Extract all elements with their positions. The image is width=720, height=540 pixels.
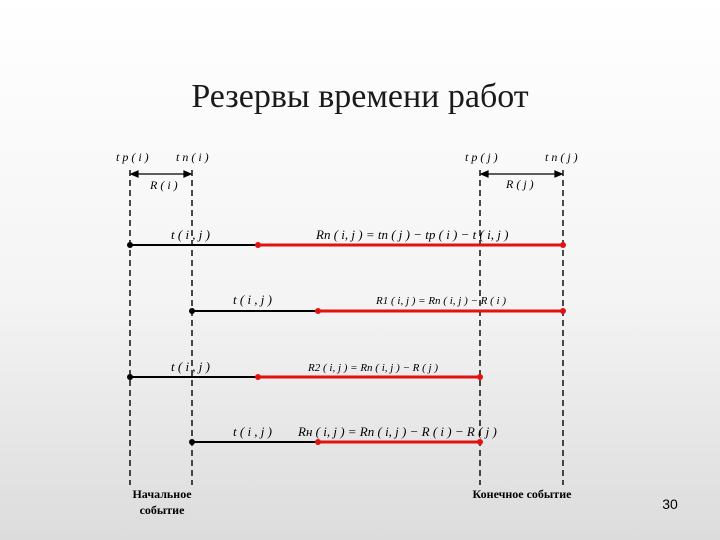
- work-end-dot: [315, 308, 321, 314]
- start-dot: [189, 308, 195, 314]
- work-label: t ( i , j ): [233, 424, 272, 439]
- work-end-dot: [315, 439, 321, 445]
- formula-label: Rн ( i, j ) = Rn ( i, j ) − R ( i ) − R ( j ): [298, 424, 497, 439]
- page-number: 30: [662, 496, 678, 512]
- tn-j-label: t n ( j ): [545, 150, 578, 164]
- reserve-end-dot: [560, 308, 566, 314]
- end-event-caption: Конечное событие: [472, 487, 572, 501]
- row-independent-reserve: [189, 424, 497, 445]
- formula-label: R2 ( i, j ) = Rn ( i, j ) − R ( j ): [308, 362, 439, 374]
- tp-j-label: t p ( j ): [465, 150, 498, 164]
- start-dot: [189, 439, 195, 445]
- slide-title: Резервы времени работ: [191, 78, 529, 115]
- Ri-label: R ( i ): [150, 178, 178, 192]
- start-dot: [127, 242, 133, 248]
- reserve-end-dot: [477, 374, 483, 380]
- Rj-arrowhead-right: [555, 171, 562, 177]
- work-label: t ( i , j ): [171, 359, 210, 374]
- Rj-label: R ( j ): [506, 177, 534, 191]
- start-event-caption: Начальное событие: [132, 487, 192, 517]
- work-label: t ( i , j ): [233, 292, 272, 307]
- Ri-arrowhead-left: [131, 171, 138, 177]
- reserve-end-dot: [560, 242, 566, 248]
- formula-label: R1 ( i, j ) = Rn ( i, j ) − R ( i ): [376, 295, 507, 307]
- event-reserve-arrows: [131, 171, 562, 177]
- row-free-reserve-2: [127, 359, 483, 380]
- formula-label: Rn ( i, j ) = tn ( j ) − tp ( i ) − t ( i, j ): [316, 227, 509, 242]
- reserve-end-dot: [477, 439, 483, 445]
- work-end-dot: [255, 242, 261, 248]
- start-dot: [127, 374, 133, 380]
- tp-i-label: t p ( i ): [116, 150, 149, 164]
- work-label: t ( i , j ): [171, 227, 210, 242]
- tn-i-label: t n ( i ): [176, 150, 209, 164]
- Ri-arrowhead-right: [184, 171, 191, 177]
- work-end-dot: [255, 374, 261, 380]
- row-total-reserve: [127, 227, 566, 248]
- row-free-reserve-1: [189, 292, 566, 314]
- Rj-arrowhead-left: [481, 171, 488, 177]
